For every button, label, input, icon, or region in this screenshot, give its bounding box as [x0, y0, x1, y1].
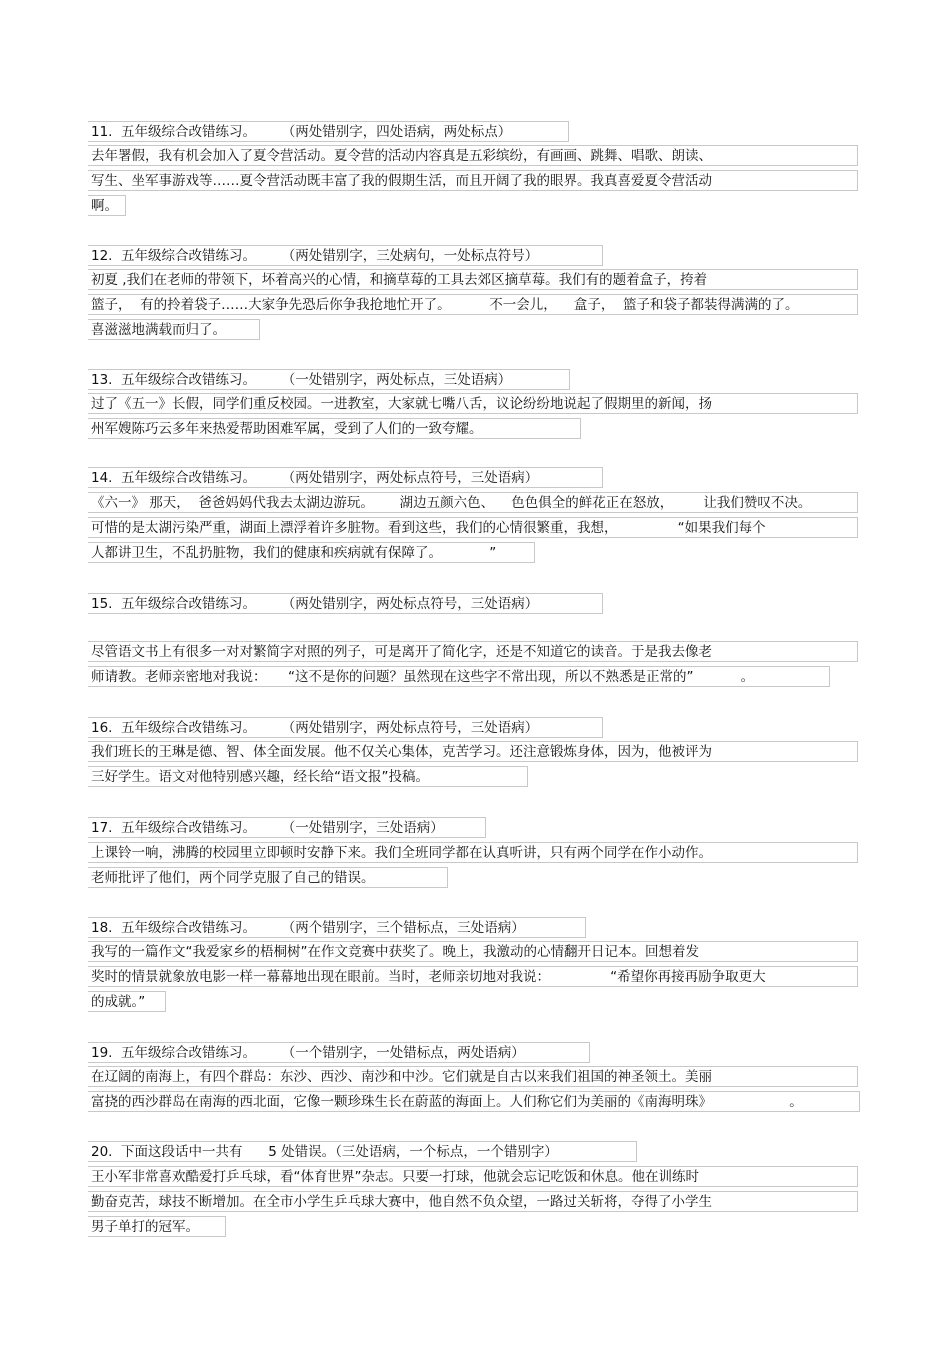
- text-line: 王小军非常喜欢酷爱打乒乓球，看“体育世界”杂志。只要一打球，他就会忘记吃饭和休息。他在训练时: [88, 1166, 858, 1187]
- exercise-title: 15. 五年级综合改错练习。 （两处错别字，两处标点符号，三处语病）: [88, 593, 603, 614]
- text-line: 过了《五一》长假，同学们重反校园。一进教室，大家就七嘴八舌，议论纷纷地说起了假期里的新闻，扬: [88, 393, 858, 414]
- text-line: 上课铃一响，沸腾的校园里立即顿时安静下来。我们全班同学都在认真听讲，只有两个同学在作小动作。: [88, 842, 858, 863]
- exercise-title: 20. 下面这段话中一共有 5 处错误。（三处语病，一个标点，一个错别字）: [88, 1141, 637, 1162]
- exercise-title: 18. 五年级综合改错练习。 （两个错别字，三个错标点，三处语病）: [88, 917, 586, 938]
- exercise-title: 13. 五年级综合改错练习。 （一处错别字，两处标点，三处语病）: [88, 369, 570, 390]
- text-line: 初夏 ,我们在老师的带领下，坏着高兴的心情，和摘草莓的工具去郊区摘草莓。我们有的题着盒子，挎着: [88, 269, 858, 290]
- text-line: 人都讲卫生，不乱扔脏物，我们的健康和疾病就有保障了。 ”: [88, 542, 535, 563]
- text-line: 啊。: [88, 195, 126, 216]
- text-line: 师请教。老师亲密地对我说： “这不是你的问题？虽然现在这些字不常出现，所以不熟悉是正常的” 。: [88, 666, 830, 687]
- text-line: 州军嫂陈巧云多年来热爱帮助困难军属，受到了人们的一致夸耀。: [88, 418, 581, 439]
- text-line: 尽管语文书上有很多一对对繁简字对照的列子，可是离开了简化字，还是不知道它的读音。于是我去像老: [88, 641, 858, 662]
- text-line: 可惜的是太湖污染严重，湖面上漂浮着许多脏物。看到这些，我们的心情很繁重，我想， “如果我们每个: [88, 517, 858, 538]
- text-line: 奖时的情景就象放电影一样一幕幕地出现在眼前。当时，老师亲切地对我说： “希望你再接再励争取更大: [88, 966, 858, 987]
- text-line: 去年署假，我有机会加入了夏令营活动。夏令营的活动内容真是五彩缤纷，有画画、跳舞、唱歌、朗读、: [88, 145, 858, 166]
- text-line: 三好学生。语文对他特别感兴趣，经长给“语文报”投稿。: [88, 766, 528, 787]
- text-line: 喜滋滋地满载而归了。: [88, 319, 260, 340]
- exercise-title: 14. 五年级综合改错练习。 （两处错别字，两处标点符号，三处语病）: [88, 467, 603, 488]
- text-line: 男子单打的冠军。: [88, 1216, 226, 1237]
- exercise-title: 19. 五年级综合改错练习。 （一个错别字，一处错标点，两处语病）: [88, 1042, 590, 1063]
- text-line: 《六一》 那天， 爸爸妈妈代我去太湖边游玩。 湖边五颜六色、 色色俱全的鲜花正在怒放， 让我们赞叹不决。: [88, 492, 858, 513]
- exercise-title: 11. 五年级综合改错练习。 （两处错别字，四处语病，两处标点）: [88, 121, 569, 142]
- text-line: 老师批评了他们，两个同学克服了自己的错误。: [88, 867, 448, 888]
- text-line: 富挠的西沙群岛在南海的西北面，它像一颗珍珠生长在蔚蓝的海面上。人们称它们为美丽的《南海明珠》 。: [88, 1091, 860, 1112]
- text-line: 篮子， 有的拎着袋子……大家争先恐后你争我抢地忙开了。 不一会儿， 盒子， 篮子和袋子都装得满满的了。: [88, 294, 858, 315]
- text-line: 我们班长的王琳是德、智、体全面发展。他不仅关心集体，克苦学习。还注意锻炼身体，因为，他被评为: [88, 741, 858, 762]
- text-line: 在辽阔的南海上，有四个群岛：东沙、西沙、南沙和中沙。它们就是自古以来我们祖国的神圣领土。美丽: [88, 1066, 858, 1087]
- exercise-title: 16. 五年级综合改错练习。 （两处错别字，两处标点符号，三处语病）: [88, 717, 603, 738]
- text-line: 我写的一篇作文“我爱家乡的梧桐树”在作文竞赛中获奖了。晚上，我激动的心情翻开日记本。回想着发: [88, 941, 858, 962]
- text-line: 勤奋克苦，球技不断增加。在全市小学生乒乓球大赛中，他自然不负众望，一路过关斩将，夺得了小学生: [88, 1191, 858, 1212]
- text-line: 的成就。”: [88, 991, 166, 1012]
- exercise-title: 17. 五年级综合改错练习。 （一处错别字，三处语病）: [88, 817, 486, 838]
- text-line: 写生、坐军事游戏等……夏令营活动既丰富了我的假期生活，而且开阔了我的眼界。我真喜爱夏令营活动: [88, 170, 858, 191]
- exercise-title: 12. 五年级综合改错练习。 （两处错别字，三处病句，一处标点符号）: [88, 245, 603, 266]
